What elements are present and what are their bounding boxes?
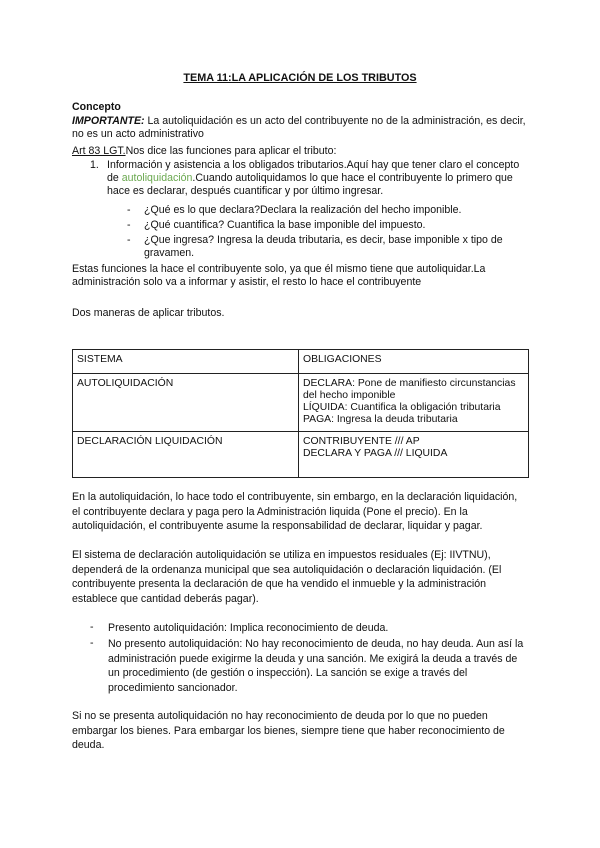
paragraph: Estas funciones la hace el contribuyente solo, ya que él mismo tiene que autoliquidar.La administración solo va a informar y asistir, el resto lo hace el contribuyente	[72, 263, 486, 288]
list-item-text: Información y asistencia a los obligados tributarios.Aquí hay que tener claro el concepto de	[107, 159, 520, 184]
systems-table	[72, 349, 529, 478]
cell-line: DECLARA: Pone de manifiesto circunstancias del hecho imponible	[303, 378, 516, 401]
cell-line: LÍQUIDA: Cuantifica la obligación tributaria	[303, 402, 501, 413]
importante-text: La autoliquidación es un acto del contribuyente no de la administración, es decir, no es un acto administrativo	[72, 115, 526, 140]
table-cell	[299, 432, 529, 478]
table-cell	[299, 374, 529, 432]
table-cell: AUTOLIQUIDACIÓN	[73, 374, 299, 432]
dash-bullet: -	[90, 637, 94, 649]
dash-bullet: -	[90, 621, 94, 633]
table-cell: DECLARACIÓN LIQUIDACIÓN	[73, 432, 299, 478]
cell-line: PAGA: Ingresa la deuda tributaria	[303, 414, 458, 425]
page-title: TEMA 11:LA APLICACIÓN DE LOS TRIBUTOS	[183, 72, 417, 84]
list-item-text: .Cuando autoliquidamos lo que hace el contribuyente lo primero que hace es declarar, después cuantificar y por último ingresar.	[107, 172, 513, 197]
table-header-cell: SISTEMA	[73, 350, 299, 374]
sub-list-item: ¿Qué es lo que declara?Declara la realización del hecho imponible.	[144, 204, 462, 216]
table-row	[73, 374, 529, 432]
section-heading: Concepto	[72, 101, 121, 113]
paragraph: Dos maneras de aplicar tributos.	[72, 307, 225, 319]
table-row	[73, 432, 529, 478]
art-paragraph	[72, 145, 528, 158]
importante-label: IMPORTANTE:	[72, 115, 145, 127]
dash-bullet: -	[127, 219, 131, 231]
bullet-item: Presento autoliquidación: Implica reconocimiento de deuda.	[108, 622, 389, 634]
art-text: Nos dice las funciones para aplicar el tributo:	[125, 145, 337, 157]
paragraph: En la autoliquidación, lo hace todo el contribuyente, sin embargo, en la declaración liquidación, el contribuyente declara y paga pero la Administración liquida (Pone el precio). En la autoliquidación, el contribuyente asume la responsabilidad de declarar, liquidar y pagar.	[72, 491, 518, 532]
list-item	[107, 159, 527, 198]
importante-paragraph	[72, 115, 528, 141]
sub-list-item: ¿Qué cuantifica? Cuantifica la base imponible del impuesto.	[144, 219, 426, 231]
table-header-cell: OBLIGACIONES	[299, 350, 529, 374]
list-number: 1.	[90, 159, 99, 171]
dash-bullet: -	[127, 234, 131, 246]
bullet-item: No presento autoliquidación: No hay reconocimiento de deuda, no hay deuda. Aun así la administración puede exigirme la deuda y una sanción. Me exigirá la deuda a través de un procedimiento (de gestión o inspección). La sanción se exige a través del procedimiento sancionador.	[108, 638, 524, 694]
autoliquidacion-link[interactable]: autoliquidación	[121, 172, 193, 184]
paragraph: El sistema de declaración autoliquidación se utiliza en impuestos residuales (Ej: IIVTNU), dependerá de la ordenanza municipal que sea autoliquidación o declaración liquidación. (El contribuyente presenta la declaración de que ha vendido el inmueble y la administración establece que cantidad deberás pagar).	[72, 549, 502, 605]
paragraph: Si no se presenta autoliquidación no hay reconocimiento de deuda por lo que no pueden embargar los bienes. Para embargar los bienes, siempre tiene que haber reconocimiento de deuda.	[72, 710, 505, 751]
dash-bullet: -	[127, 204, 131, 216]
table-header-row	[73, 350, 529, 374]
cell-line: DECLARA Y PAGA /// LIQUIDA	[303, 448, 448, 459]
cell-line: CONTRIBUYENTE /// AP	[303, 436, 420, 447]
sub-list-item: ¿Que ingresa? Ingresa la deuda tributaria, es decir, base imponible x tipo de gravamen.	[144, 234, 503, 259]
art-reference: Art 83 LGT.	[72, 145, 126, 157]
